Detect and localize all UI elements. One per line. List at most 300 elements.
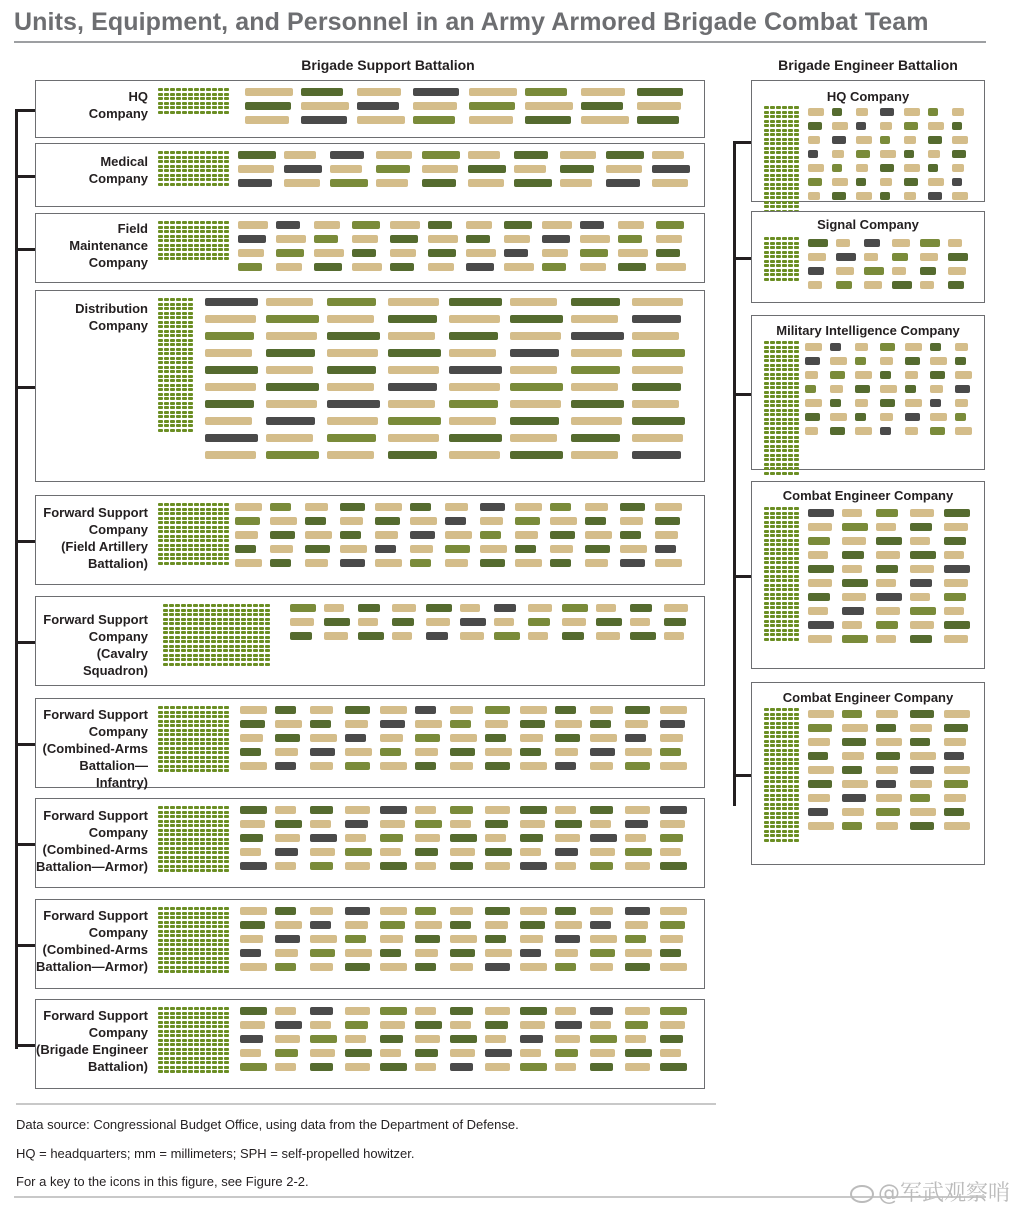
- vehicle-icon: [555, 820, 582, 828]
- unit-label-right-4: Combat Engineer Company: [782, 690, 954, 705]
- soldier-icon: [794, 507, 799, 510]
- soldier-icon: [163, 649, 168, 652]
- vehicle-icon: [345, 806, 370, 814]
- soldier-icon: [188, 952, 193, 955]
- soldier-icon: [212, 235, 217, 238]
- vehicle-icon: [466, 235, 490, 243]
- vehicle-icon: [930, 343, 941, 351]
- soldier-icon: [170, 557, 175, 560]
- soldier-icon: [764, 187, 769, 190]
- vehicle-icon: [460, 604, 480, 612]
- soldier-icon: [788, 717, 793, 720]
- vehicle-icon: [310, 706, 333, 714]
- soldier-icon: [212, 183, 217, 186]
- soldier-icon: [764, 521, 769, 524]
- soldier-icon: [164, 1025, 169, 1028]
- soldier-icon: [193, 636, 198, 639]
- soldier-icon: [176, 706, 181, 709]
- soldier-icon: [776, 124, 781, 127]
- soldier-icon: [176, 165, 181, 168]
- soldier-icon: [182, 1012, 187, 1015]
- vehicle-icon: [275, 1007, 296, 1015]
- soldier-icon: [782, 237, 787, 240]
- soldier-icon: [194, 165, 199, 168]
- soldier-icon: [782, 440, 787, 443]
- soldier-icon: [205, 658, 210, 661]
- connector-left-4: [15, 540, 35, 543]
- soldier-icon: [764, 251, 769, 254]
- vehicle-icon: [904, 136, 916, 144]
- soldier-icon: [782, 278, 787, 281]
- soldier-icon: [176, 806, 181, 809]
- soldier-icon: [218, 88, 223, 91]
- soldier-icon: [794, 377, 799, 380]
- vehicle-icon: [525, 88, 567, 96]
- soldier-icon: [788, 758, 793, 761]
- soldier-icon: [776, 735, 781, 738]
- soldier-icon: [188, 851, 193, 854]
- soldier-icon: [170, 1043, 175, 1046]
- vehicle-icon: [245, 88, 293, 96]
- vehicle-icon: [625, 820, 648, 828]
- vehicle-icon: [590, 734, 617, 742]
- soldier-icon: [188, 169, 193, 172]
- vehicle-group-right-0: [808, 108, 976, 200]
- soldier-icon: [176, 366, 181, 369]
- soldier-icon: [212, 244, 217, 247]
- vehicle-icon: [428, 221, 452, 229]
- soldier-icon: [193, 627, 198, 630]
- soldier-icon: [188, 948, 193, 951]
- soldier-icon: [794, 160, 799, 163]
- soldier-icon: [218, 230, 223, 233]
- soldier-icon: [194, 912, 199, 915]
- vehicle-icon: [515, 503, 542, 511]
- vehicle-icon: [485, 963, 510, 971]
- vehicle-icon: [426, 618, 450, 626]
- soldier-icon: [218, 806, 223, 809]
- soldier-icon: [182, 869, 187, 872]
- soldier-icon: [218, 811, 223, 814]
- vehicle-icon: [880, 136, 890, 144]
- soldier-icon: [194, 1048, 199, 1051]
- vehicle-icon: [660, 907, 687, 915]
- soldier-icon: [164, 244, 169, 247]
- soldier-icon: [794, 713, 799, 716]
- soldier-icon: [794, 821, 799, 824]
- soldier-icon: [224, 221, 229, 224]
- vehicle-icon: [944, 794, 966, 802]
- soldier-icon: [794, 762, 799, 765]
- soldier-icon: [788, 516, 793, 519]
- vehicle-icon: [632, 434, 683, 442]
- soldier-icon: [794, 418, 799, 421]
- vehicle-icon: [808, 593, 830, 601]
- soldier-icon: [182, 811, 187, 814]
- soldier-icon: [224, 539, 229, 542]
- soldier-icon: [770, 242, 775, 245]
- soldier-icon: [782, 615, 787, 618]
- soldier-icon: [170, 833, 175, 836]
- soldier-icon: [764, 758, 769, 761]
- soldier-icon: [247, 640, 252, 643]
- soldier-icon: [782, 178, 787, 181]
- soldier-icon: [188, 1052, 193, 1055]
- vehicle-icon: [205, 332, 254, 340]
- soldier-icon: [164, 183, 169, 186]
- soldier-icon: [182, 957, 187, 960]
- soldier-icon: [782, 368, 787, 371]
- soldier-icon: [169, 636, 174, 639]
- soldier-icon: [164, 811, 169, 814]
- soldier-icon: [188, 742, 193, 745]
- soldier-icon: [194, 230, 199, 233]
- vehicle-icon: [805, 371, 818, 379]
- soldier-icon: [794, 789, 799, 792]
- soldier-icon: [218, 952, 223, 955]
- vehicle-icon: [842, 780, 868, 788]
- soldier-icon: [788, 255, 793, 258]
- soldier-icon: [788, 548, 793, 551]
- soldier-icon: [770, 359, 775, 362]
- soldier-icon: [176, 553, 181, 556]
- soldier-icon: [788, 458, 793, 461]
- soldier-icon: [176, 720, 181, 723]
- soldier-icon: [188, 738, 193, 741]
- soldier-icon: [218, 930, 223, 933]
- soldier-icon: [158, 174, 163, 177]
- soldier-icon: [158, 321, 163, 324]
- soldier-icon: [224, 751, 229, 754]
- soldier-icon: [200, 847, 205, 850]
- soldier-icon: [188, 178, 193, 181]
- vehicle-icon: [660, 1049, 681, 1057]
- vehicle-icon: [310, 963, 333, 971]
- vehicle-icon: [808, 822, 834, 830]
- soldier-icon: [158, 330, 163, 333]
- vehicle-icon: [585, 517, 606, 525]
- vehicle-icon: [240, 820, 265, 828]
- soldier-icon: [158, 1061, 163, 1064]
- soldier-icon: [265, 649, 270, 652]
- soldier-icon: [764, 106, 769, 109]
- soldier-icon: [200, 1043, 205, 1046]
- soldier-icon: [187, 604, 192, 607]
- soldier-icon: [764, 111, 769, 114]
- vehicle-icon: [240, 720, 265, 728]
- vehicle-icon: [520, 720, 545, 728]
- vehicle-icon: [910, 710, 934, 718]
- soldier-icon: [217, 613, 222, 616]
- vehicle-icon: [910, 752, 936, 760]
- soldier-icon: [158, 742, 163, 745]
- soldier-icon: [218, 517, 223, 520]
- soldier-icon: [212, 1016, 217, 1019]
- soldier-icon: [164, 815, 169, 818]
- soldier-icon: [188, 970, 193, 973]
- vehicle-icon: [625, 862, 650, 870]
- soldier-icon: [158, 1070, 163, 1073]
- soldier-icon: [169, 663, 174, 666]
- soldier-icon: [770, 785, 775, 788]
- soldier-icon: [158, 253, 163, 256]
- soldier-icon: [770, 106, 775, 109]
- soldier-icon: [229, 622, 234, 625]
- connector-left-0: [15, 109, 35, 112]
- soldier-icon: [794, 606, 799, 609]
- vehicle-icon: [625, 762, 650, 770]
- soldier-icon: [224, 738, 229, 741]
- soldier-icon: [770, 525, 775, 528]
- soldier-icon: [188, 815, 193, 818]
- soldier-icon: [163, 627, 168, 630]
- soldier-icon: [194, 943, 199, 946]
- vehicle-icon: [276, 263, 302, 271]
- soldier-icon: [164, 535, 169, 538]
- soldier-icon: [764, 169, 769, 172]
- soldier-icon: [164, 756, 169, 759]
- soldier-icon: [181, 658, 186, 661]
- soldier-icon: [211, 663, 216, 666]
- soldier-icon: [200, 742, 205, 745]
- soldier-icon: [224, 961, 229, 964]
- soldier-icon: [164, 769, 169, 772]
- soldier-icon: [212, 508, 217, 511]
- soldier-icon: [224, 939, 229, 942]
- vehicle-icon: [625, 907, 650, 915]
- soldier-icon: [158, 334, 163, 337]
- vehicle-icon: [625, 1049, 652, 1057]
- soldier-icon: [247, 631, 252, 634]
- soldier-icon: [188, 838, 193, 841]
- soldier-icon: [212, 966, 217, 969]
- soldier-icon: [764, 151, 769, 154]
- soldier-icon: [211, 631, 216, 634]
- soldier-icon: [770, 758, 775, 761]
- soldier-icon: [164, 724, 169, 727]
- soldier-icon: [776, 196, 781, 199]
- soldier-icon: [224, 865, 229, 868]
- soldier-icon: [194, 860, 199, 863]
- vehicle-icon: [422, 151, 460, 159]
- vehicle-icon: [520, 748, 541, 756]
- soldier-icon: [212, 1066, 217, 1069]
- soldier-icon: [164, 343, 169, 346]
- vehicle-icon: [357, 102, 399, 110]
- vehicle-icon: [625, 848, 652, 856]
- vehicle-icon: [449, 383, 500, 391]
- soldier-icon: [205, 613, 210, 616]
- soldier-icon: [788, 633, 793, 636]
- soldier-icon: [223, 613, 228, 616]
- soldier-icon: [788, 368, 793, 371]
- soldier-icon: [229, 663, 234, 666]
- soldier-icon: [764, 830, 769, 833]
- vehicle-icon: [618, 263, 646, 271]
- soldier-icon: [788, 543, 793, 546]
- soldier-icon: [776, 525, 781, 528]
- vehicle-icon: [376, 165, 410, 173]
- soldier-icon: [176, 352, 181, 355]
- soldier-icon: [182, 820, 187, 823]
- vehicle-icon: [494, 618, 514, 626]
- vehicle-icon: [864, 281, 882, 289]
- soldier-icon: [770, 588, 775, 591]
- soldier-icon: [164, 1021, 169, 1024]
- vehicle-icon: [590, 862, 613, 870]
- vehicle-icon: [345, 848, 372, 856]
- soldier-icon: [182, 815, 187, 818]
- soldier-icon: [764, 530, 769, 533]
- soldier-icon: [764, 115, 769, 118]
- soldier-icon: [253, 649, 258, 652]
- soldier-icon: [764, 409, 769, 412]
- soldier-icon: [782, 584, 787, 587]
- soldier-icon: [170, 88, 175, 91]
- vehicle-icon: [855, 385, 870, 393]
- vehicle-icon: [450, 1049, 475, 1057]
- soldier-icon: [206, 257, 211, 260]
- vehicle-icon: [660, 949, 681, 957]
- vehicle-icon: [880, 178, 892, 186]
- soldier-icon: [764, 264, 769, 267]
- vehicle-group-left-8: [240, 907, 695, 971]
- soldier-icon: [218, 151, 223, 154]
- soldier-icon: [776, 771, 781, 774]
- vehicle-icon: [388, 366, 439, 374]
- soldier-icon: [194, 239, 199, 242]
- soldier-icon: [158, 1043, 163, 1046]
- soldier-icon: [188, 402, 193, 405]
- soldier-icon: [788, 463, 793, 466]
- vehicle-icon: [571, 400, 624, 408]
- vehicle-icon: [275, 834, 300, 842]
- soldier-icon: [206, 244, 211, 247]
- soldier-icon: [770, 368, 775, 371]
- soldier-icon: [200, 769, 205, 772]
- vehicle-group-right-4: [808, 710, 978, 830]
- vehicle-icon: [270, 503, 291, 511]
- vehicle-icon: [266, 349, 315, 357]
- soldier-icon: [764, 386, 769, 389]
- soldier-icon: [776, 530, 781, 533]
- soldier-icon: [764, 557, 769, 560]
- vehicle-icon: [944, 635, 968, 643]
- soldier-icon: [247, 645, 252, 648]
- soldier-icon: [212, 548, 217, 551]
- soldier-icon: [782, 749, 787, 752]
- soldier-icon: [212, 1057, 217, 1060]
- soldier-icon: [158, 402, 163, 405]
- soldier-icon: [788, 151, 793, 154]
- soldier-icon: [265, 658, 270, 661]
- soldier-icon: [176, 948, 181, 951]
- soldier-icon: [224, 239, 229, 242]
- vehicle-icon: [410, 559, 431, 567]
- soldier-icon: [163, 613, 168, 616]
- soldier-icon: [218, 747, 223, 750]
- soldier-icon: [200, 724, 205, 727]
- vehicle-icon: [808, 178, 822, 186]
- soldier-icon: [224, 733, 229, 736]
- soldier-icon: [218, 1061, 223, 1064]
- soldier-icon: [764, 147, 769, 150]
- soldier-icon: [158, 312, 163, 315]
- soldier-icon: [188, 239, 193, 242]
- soldier-icon: [224, 151, 229, 154]
- vehicle-icon: [555, 1049, 578, 1057]
- soldier-icon: [188, 330, 193, 333]
- soldier-icon: [200, 838, 205, 841]
- vehicle-icon: [240, 907, 267, 915]
- soldier-icon: [188, 829, 193, 832]
- soldier-icon: [218, 169, 223, 172]
- vehicle-icon: [930, 371, 945, 379]
- footnote-rule-top: [16, 1103, 716, 1105]
- soldier-icon: [776, 584, 781, 587]
- soldier-icon: [218, 530, 223, 533]
- soldier-icon: [770, 803, 775, 806]
- vehicle-icon: [808, 579, 832, 587]
- vehicle-icon: [660, 820, 685, 828]
- soldier-icon: [170, 375, 175, 378]
- soldier-icon: [176, 257, 181, 260]
- vehicle-icon: [555, 834, 580, 842]
- soldier-icon: [158, 1066, 163, 1069]
- vehicle-icon: [275, 820, 302, 828]
- connector-left-9: [15, 1044, 35, 1047]
- soldier-icon: [206, 769, 211, 772]
- soldier-icon: [194, 160, 199, 163]
- soldier-icon: [182, 169, 187, 172]
- soldier-icon: [218, 221, 223, 224]
- soldier-icon: [265, 604, 270, 607]
- soldier-icon: [782, 174, 787, 177]
- connector-left-1: [15, 175, 35, 178]
- vehicle-icon: [590, 1063, 613, 1071]
- soldier-icon: [163, 645, 168, 648]
- soldier-icon: [782, 798, 787, 801]
- vehicle-icon: [842, 621, 862, 629]
- soldier-icon: [188, 729, 193, 732]
- soldier-icon: [776, 178, 781, 181]
- soldier-icon: [224, 815, 229, 818]
- vehicle-icon: [856, 122, 866, 130]
- vehicle-icon: [555, 862, 576, 870]
- soldier-icon: [776, 717, 781, 720]
- soldier-icon: [170, 930, 175, 933]
- soldier-icon: [182, 429, 187, 432]
- soldier-icon: [212, 156, 217, 159]
- soldier-icon: [212, 948, 217, 951]
- soldier-icon: [188, 370, 193, 373]
- soldier-icon: [158, 961, 163, 964]
- soldier-icon: [170, 111, 175, 114]
- soldier-icon: [212, 1048, 217, 1051]
- soldier-icon: [776, 255, 781, 258]
- soldier-icon: [224, 838, 229, 841]
- vehicle-icon: [955, 371, 972, 379]
- soldier-icon: [223, 631, 228, 634]
- soldier-icon: [788, 620, 793, 623]
- soldier-icon: [206, 517, 211, 520]
- soldier-icon: [776, 638, 781, 641]
- vehicle-icon: [620, 545, 647, 553]
- soldier-icon: [206, 948, 211, 951]
- unit-label-right-3: Combat Engineer Company: [782, 488, 954, 503]
- soldier-icon: [170, 424, 175, 427]
- vehicle-icon: [485, 834, 506, 842]
